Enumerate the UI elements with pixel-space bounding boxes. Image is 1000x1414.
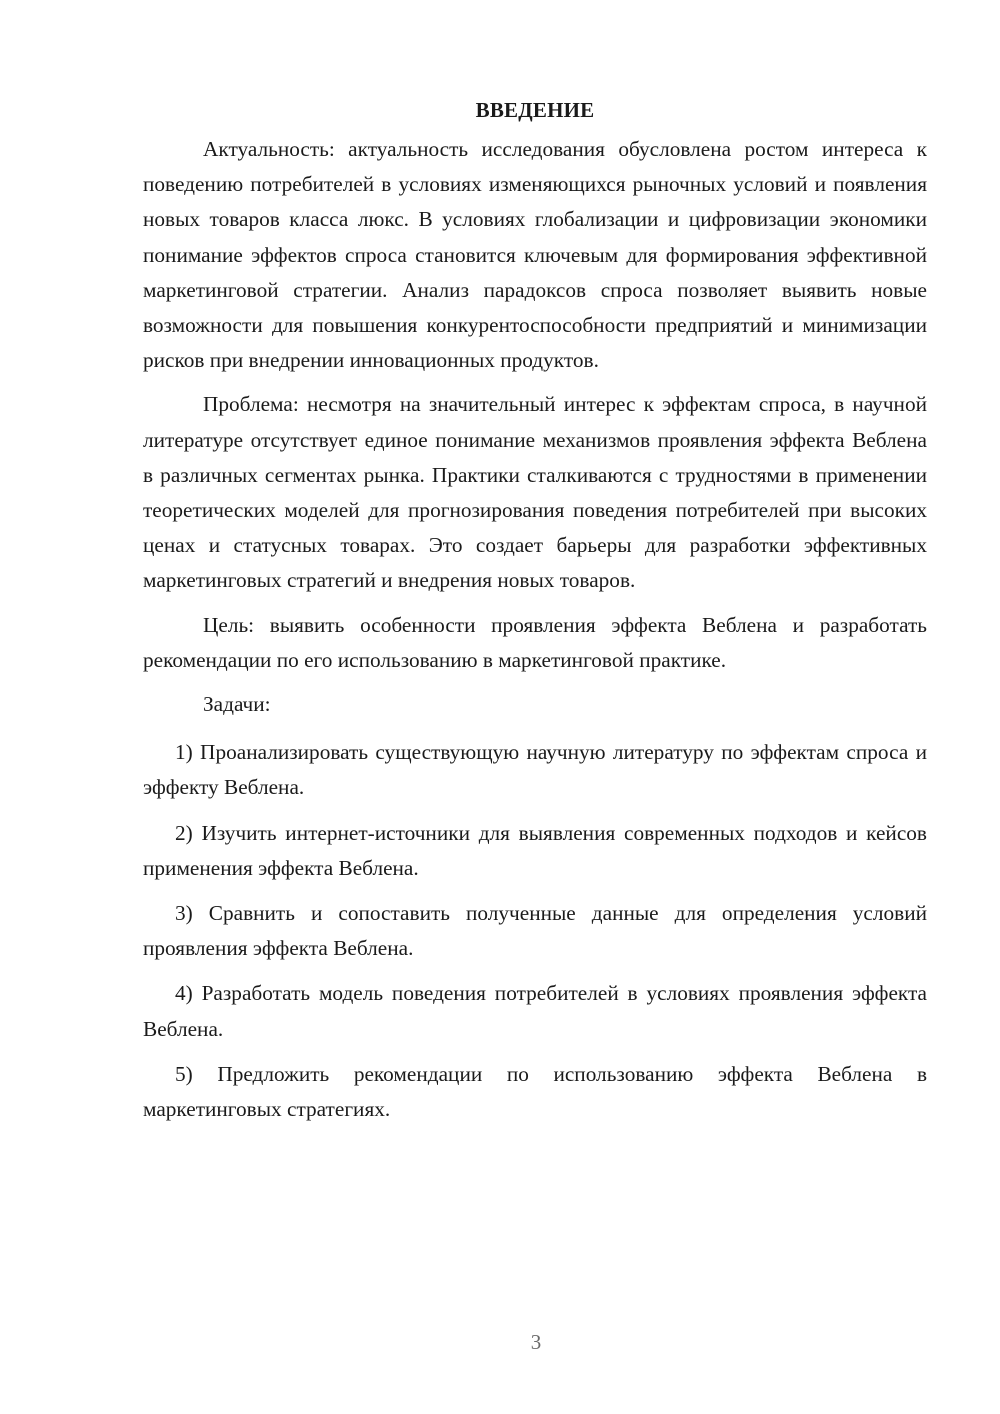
paragraph-relevance: Актуальность: актуальность исследования обусловлена ростом интереса к поведению потребителей в условиях изменяющихся рыночных условий и появления новых товаров класса люкс. В условиях глобализации и цифровизации экономики понимание эффектов спроса становится ключевым для формирования эффективной маркетинговой стратегии. Анализ парадоксов спроса позволяет выявить новые возможности для повышения конкурентоспособности предприятий и минимизации рисков при внедрении инновационных продуктов. <box>143 137 927 373</box>
task-item-1: 1) Проанализировать существующую научную литературу по эффектам спроса и эффекту Веблена. <box>143 740 927 800</box>
paragraph-problem: Проблема: несмотря на значительный интерес к эффектам спроса, в научной литературе отсутствует единое понимание механизмов проявления эффекта Веблена в различных сегментах рынка. Практики сталкиваются с трудностями в применении теоретических моделей для прогнозирования поведения потребителей при высоких ценах и статусных товарах. Это создает барьеры для разработки эффективных маркетинговых стратегий и внедрения новых товаров. <box>143 392 927 593</box>
task-item-5: 5) Предложить рекомендации по использованию эффекта Веблена в маркетинговых стратегиях. <box>143 1061 927 1122</box>
task-item-3: 3) Сравнить и сопоставить полученные данные для определения условий проявления эффекта Веблена. <box>143 901 927 961</box>
task-item-2: 2) Изучить интернет-источники для выявления современных подходов и кейсов применения эффекта Веблена. <box>143 820 927 880</box>
document-page <box>143 92 927 1137</box>
page-number: 3 <box>530 1330 542 1354</box>
tasks-heading: Задачи: <box>203 692 271 717</box>
task-item-4: 4) Разработать модель поведения потребителей в условиях проявления эффекта Веблена. <box>143 981 927 1041</box>
section-title: ВВЕДЕНИЕ <box>475 98 595 122</box>
paragraph-goal: Цель: выявить особенности проявления эффекта Веблена и разработать рекомендации по его использованию в маркетинговой практике. <box>143 612 927 672</box>
